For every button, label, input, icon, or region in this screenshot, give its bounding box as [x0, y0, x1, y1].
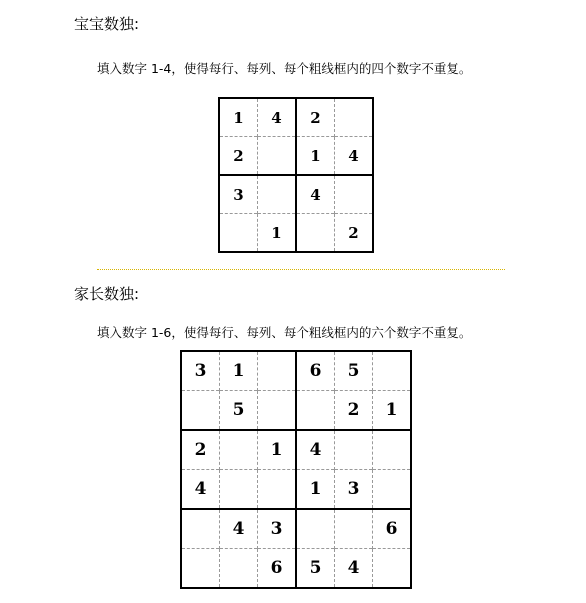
sudoku-cell[interactable]: 4: [296, 175, 335, 214]
sudoku-cell[interactable]: 5: [335, 351, 373, 391]
sudoku-cell[interactable]: [220, 430, 258, 470]
sudoku-cell[interactable]: 1: [220, 351, 258, 391]
sudoku-cell[interactable]: 3: [258, 509, 297, 549]
sudoku-cell[interactable]: [258, 137, 297, 176]
sudoku-cell[interactable]: 1: [258, 214, 297, 253]
sudoku-cell[interactable]: 4: [181, 470, 220, 510]
sudoku-cell[interactable]: 1: [296, 470, 335, 510]
sudoku-cell[interactable]: 3: [194, 361, 207, 381]
sudoku-cell[interactable]: [258, 351, 297, 391]
small-sudoku-grid: [218, 97, 374, 253]
sudoku-cell[interactable]: [181, 509, 220, 549]
sudoku-cell[interactable]: 4: [220, 509, 258, 549]
sudoku-cell[interactable]: 2: [335, 391, 373, 431]
sudoku-cell[interactable]: [220, 549, 258, 589]
sudoku-cell[interactable]: [335, 98, 374, 137]
sudoku-cell[interactable]: [258, 391, 297, 431]
sudoku-cell[interactable]: 2: [296, 98, 335, 137]
small-sudoku-title: 宝宝数独:: [74, 15, 140, 33]
sudoku-cell[interactable]: [296, 509, 335, 549]
large-sudoku-instruction: 填入数字 1-6，使得每行、每列、每个粗线框内的六个数字不重复。: [97, 325, 472, 340]
small-sudoku-instruction: 填入数字 1-4，使得每行、每列、每个粗线框内的四个数字不重复。: [97, 61, 472, 76]
sudoku-cell[interactable]: [335, 175, 374, 214]
sudoku-cell[interactable]: [335, 430, 373, 470]
sudoku-cell[interactable]: [373, 351, 412, 391]
large-sudoku-title: 家长数独:: [74, 285, 140, 303]
sudoku-cell[interactable]: [335, 509, 373, 549]
sudoku-cell[interactable]: 1: [258, 430, 297, 470]
sudoku-cell[interactable]: 2: [219, 137, 258, 176]
sudoku-cell[interactable]: [373, 430, 412, 470]
sudoku-cell[interactable]: 3: [335, 470, 373, 510]
sudoku-cell[interactable]: 6: [258, 549, 297, 589]
sudoku-cell[interactable]: [296, 214, 335, 253]
sudoku-cell[interactable]: 2: [335, 214, 374, 253]
large-sudoku-grid: [180, 350, 412, 589]
sudoku-cell[interactable]: 6: [296, 351, 335, 391]
sudoku-cell[interactable]: 1: [296, 137, 335, 176]
sudoku-cell[interactable]: 6: [373, 509, 412, 549]
sudoku-cell[interactable]: [373, 549, 412, 589]
sudoku-cell[interactable]: [220, 470, 258, 510]
sudoku-cell[interactable]: 2: [181, 430, 220, 470]
sudoku-cell[interactable]: [181, 391, 220, 431]
sudoku-cell[interactable]: [181, 549, 220, 589]
sudoku-cell[interactable]: 1: [373, 391, 412, 431]
sudoku-cell[interactable]: 3: [219, 175, 258, 214]
sudoku-cell[interactable]: 5: [220, 391, 258, 431]
sudoku-cell[interactable]: [258, 175, 297, 214]
sudoku-cell[interactable]: [219, 214, 258, 253]
sudoku-cell[interactable]: 1: [233, 108, 244, 127]
sudoku-cell[interactable]: 4: [296, 430, 335, 470]
sudoku-cell[interactable]: 4: [335, 549, 373, 589]
sudoku-cell[interactable]: [373, 470, 412, 510]
sudoku-cell[interactable]: 5: [296, 549, 335, 589]
section-divider: [97, 269, 505, 270]
sudoku-cell[interactable]: [258, 470, 297, 510]
sudoku-cell[interactable]: [296, 391, 335, 431]
sudoku-cell[interactable]: 4: [335, 137, 374, 176]
sudoku-cell[interactable]: 4: [258, 98, 297, 137]
